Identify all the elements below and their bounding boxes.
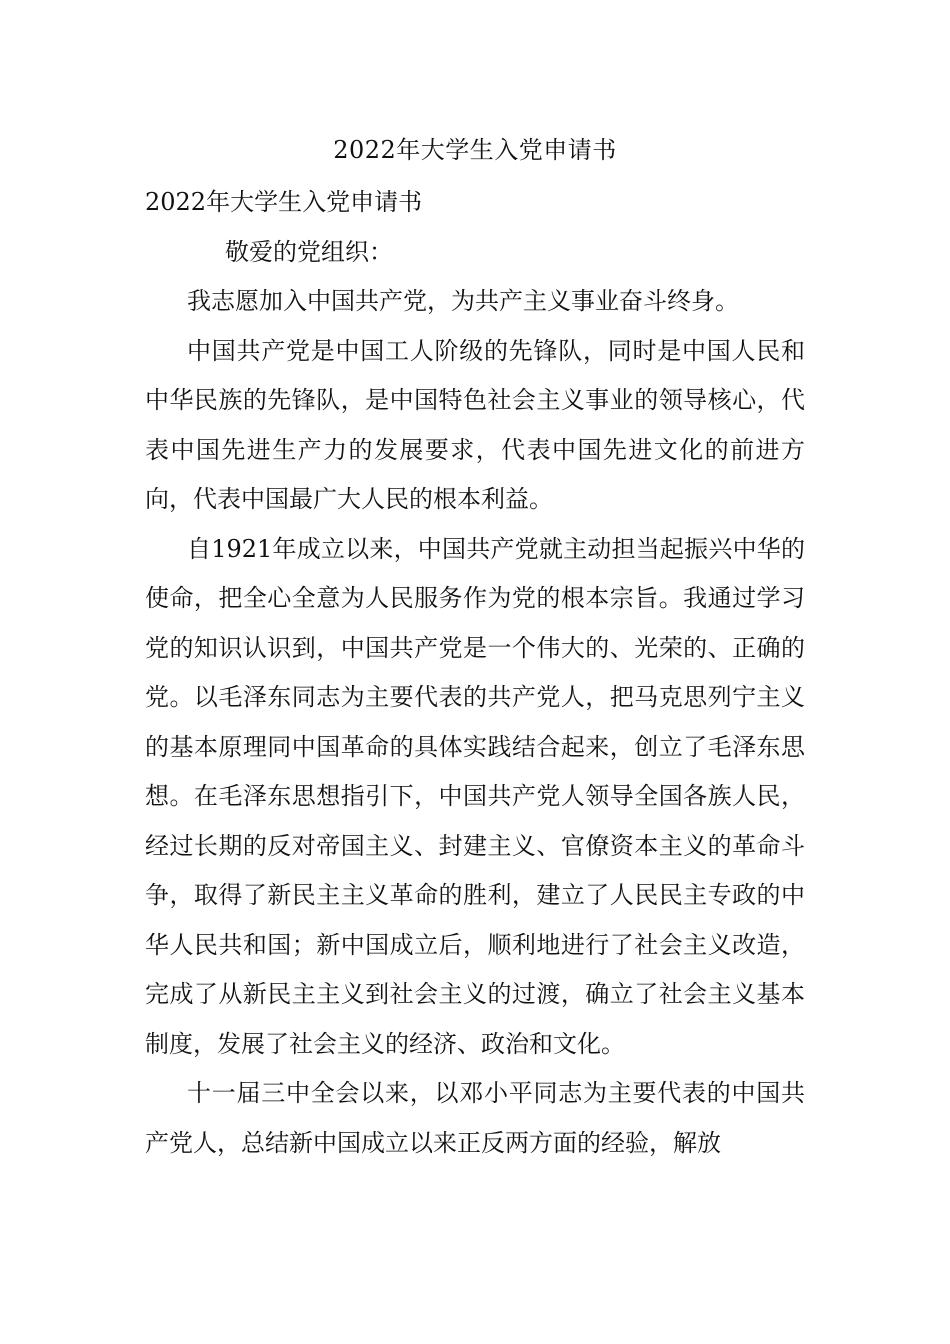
document-subtitle: 2022年大学生入党申请书 <box>145 188 423 216</box>
salutation: 敬爱的党组织： <box>225 237 393 266</box>
document-body <box>145 178 805 1168</box>
document-title: 2022年大学生入党申请书 <box>333 136 617 164</box>
paragraph: 中国共产党是中国工人阶级的先锋队，同时是中国人民和中华民族的先锋队，是中国特色社会主义事业的领导核心，代表中国先进生产力的发展要求，代表中国先进文化的前进方向，代表中国最广大人民的根本利益。 <box>145 336 805 513</box>
paragraph: 自1921年成立以来，中国共产党就主动担当起振兴中华的使命，把全心全意为人民服务作为党的根本宗旨。我通过学习党的知识认识到，中国共产党是一个伟大的、光荣的、正确的党。以毛泽东同志为主要代表的共产党人，把马克思列宁主义的基本原理同中国革命的具体实践结合起来，创立了毛泽东思想。在毛泽东思想指引下，中国共产党人领导全国各族人民，经过长期的反对帝国主义、封建主义、官僚资本主义的革命斗争，取得了新民主主义革命的胜利，建立了人民民主专政的中华人民共和国；新中国成立后，顺利地进行了社会主义改造，完成了从新民主主义到社会主义的过渡，确立了社会主义基本制度，发展了社会主义的经济、政治和文化。 <box>145 534 805 1058</box>
paragraph: 十一届三中全会以来，以邓小平同志为主要代表的中国共产党人，总结新中国成立以来正反两方面的经验，解放 <box>145 1079 805 1157</box>
paragraph: 我志愿加入中国共产党，为共产主义事业奋斗终身。 <box>187 287 739 315</box>
